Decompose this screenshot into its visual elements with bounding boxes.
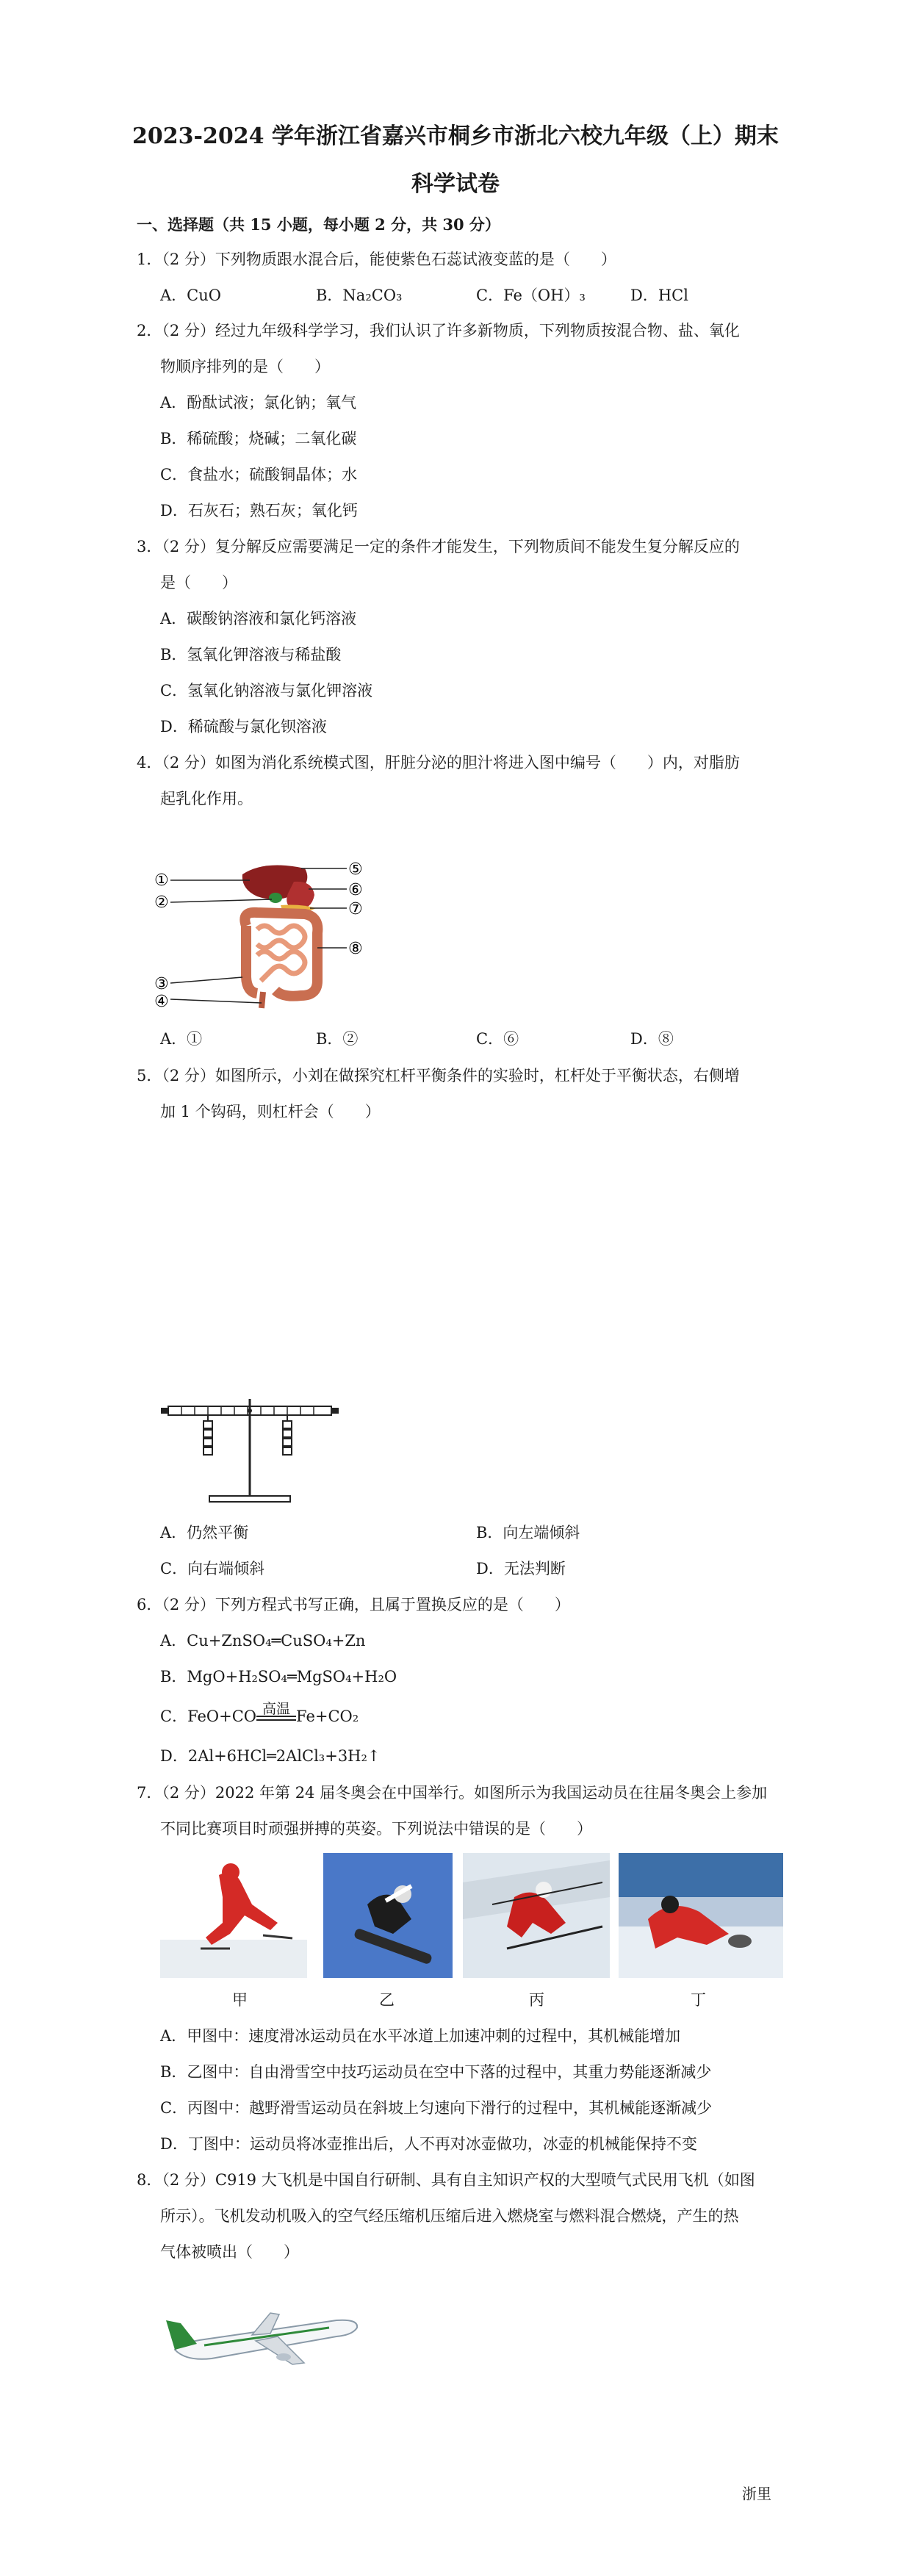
q2-option-c: C．食盐水；硫酸铜晶体；水 <box>160 466 358 483</box>
q6-c-right: Fe+CO₂ <box>296 1708 359 1725</box>
q3-stem-line2: 是（ ） <box>160 574 237 591</box>
lever-figure <box>158 1396 342 1506</box>
label-4: ④ <box>154 993 169 1011</box>
q7-stem-line2: 不同比赛项目时顽强拼搏的英姿。下列说法中错误的是（ ） <box>160 1820 592 1838</box>
q5-option-c: C．向右端倾斜 <box>160 1560 265 1577</box>
section-heading: 一、选择题（共 15 小题，每小题 2 分，共 30 分） <box>137 215 500 234</box>
q1-option-c: C．Fe（OH）₃ <box>476 287 586 304</box>
q4-option-d: D．⑧ <box>630 1030 674 1048</box>
gall-bladder-shape <box>269 893 282 903</box>
q4-option-b: B．② <box>316 1030 359 1048</box>
q1-option-d: D．HCl <box>630 287 688 304</box>
label-1: ① <box>154 871 169 890</box>
q3-stem-line1: 3．（2 分）复分解反应需要满足一定的条件才能发生，下列物质间不能发生复分解反应的 <box>137 538 740 555</box>
large-intestine-shape <box>245 913 317 996</box>
q5-option-b: B．向左端倾斜 <box>476 1524 580 1541</box>
label-2: ② <box>154 893 169 912</box>
label-8: ⑧ <box>348 940 363 958</box>
q6-c-condition: 高温 <box>262 1701 291 1717</box>
q1-stem: 1．（2 分）下列物质跟水混合后，能使紫色石蕊试液变蓝的是（ ） <box>137 251 616 268</box>
q7-caption-bing: 丙 <box>529 1991 544 2009</box>
q6-option-d: D．2Al+6HCl═2AlCl₃+3H₂↑ <box>160 1747 381 1765</box>
q6-option-c <box>160 1701 359 1727</box>
left-weights <box>204 1415 212 1455</box>
q7-option-a: A．甲图中：速度滑冰运动员在水平冰道上加速冲刺的过程中，其机械能增加 <box>160 2027 681 2045</box>
right-weights <box>283 1415 292 1455</box>
label-6: ⑥ <box>348 881 363 899</box>
q5-option-d: D．无法判断 <box>476 1560 566 1577</box>
q3-option-d: D．稀硫酸与氯化钡溶液 <box>160 718 327 735</box>
q8-stem-line3: 气体被喷出（ ） <box>160 2243 299 2261</box>
q6-stem: 6．（2 分）下列方程式书写正确，且属于置换反应的是（ ） <box>137 1596 570 1613</box>
q7-caption-ding: 丁 <box>691 1991 706 2009</box>
page-footer: 浙里 <box>742 2485 771 2503</box>
q3-option-c: C．氢氧化钠溶液与氯化钾溶液 <box>160 682 373 699</box>
q6-option-b: B．MgO+H₂SO₄═MgSO₄+H₂O <box>160 1668 397 1685</box>
q6-option-a: A．Cu+ZnSO₄═CuSO₄+Zn <box>160 1632 366 1649</box>
q7-caption-yi: 乙 <box>379 1991 395 2009</box>
q4-stem-line2: 起乳化作用。 <box>160 790 253 807</box>
q7-option-c: C．丙图中：越野滑雪运动员在斜坡上匀速向下滑行的过程中，其机械能逐渐减少 <box>160 2099 713 2117</box>
q8-stem-line1: 8．（2 分）C919 大飞机是中国自行研制、具有自主知识产权的大型喷气式民用飞机（如图 <box>137 2171 755 2189</box>
q4-stem-line1: 4．（2 分）如图为消化系统模式图，肝脏分泌的胆汁将进入图中编号（ ）内，对脂肪 <box>137 754 740 771</box>
digestive-system-figure <box>154 852 375 1014</box>
q5-stem-line1: 5．（2 分）如图所示，小刘在做探究杠杆平衡条件的实验时，杠杆处于平衡状态，右侧增 <box>137 1067 740 1084</box>
q7-stem-line1: 7．（2 分）2022 年第 24 届冬奥会在中国举行。如图所示为我国运动员在往届冬奥会上参加 <box>137 1784 768 1802</box>
freestyle-aerial-photo <box>323 1853 453 1978</box>
q3-option-b: B．氢氧化钾溶液与稀盐酸 <box>160 646 342 663</box>
label-7: ⑦ <box>348 900 363 918</box>
small-intestine-shape <box>257 926 305 981</box>
exam-title-line1: 2023-2024 学年浙江省嘉兴市桐乡市浙北六校九年级（上）期末 <box>132 123 779 149</box>
q4-option-a: A．① <box>160 1030 203 1048</box>
q8-stem-line2: 所示）。飞机发动机吸入的空气经压缩机压缩后进入燃烧室与燃料混合燃烧，产生的热 <box>160 2207 739 2225</box>
q2-stem-line2: 物顺序排列的是（ ） <box>160 358 330 375</box>
q1-option-a: A．CuO <box>160 287 221 304</box>
q2-option-d: D．石灰石；熟石灰；氧化钙 <box>160 502 358 519</box>
q5-stem-line2: 加 1 个钩码，则杠杆会（ ） <box>160 1103 381 1120</box>
q3-option-a: A．碳酸钠溶液和氯化钙溶液 <box>160 610 357 627</box>
q2-stem-line1: 2．（2 分）经过九年级科学学习，我们认识了许多新物质，下列物质按混合物、盐、氧化 <box>137 322 740 339</box>
exam-title-line2: 科学试卷 <box>411 171 500 197</box>
q7-option-b: B．乙图中：自由滑雪空中技巧运动员在空中下落的过程中，其重力势能逐渐减少 <box>160 2063 712 2081</box>
q2-option-a: A．酚酞试液；氯化钠；氧气 <box>160 394 357 411</box>
q6-c-left: C．FeO+CO <box>160 1708 257 1725</box>
q4-option-c: C．⑥ <box>476 1030 519 1048</box>
speed-skating-photo <box>160 1853 307 1978</box>
label-5: ⑤ <box>348 860 363 879</box>
q5-option-a: A．仍然平衡 <box>160 1524 249 1541</box>
q1-option-b: B．Na₂CO₃ <box>316 287 403 304</box>
q6-c-condition-arrow <box>256 1701 296 1727</box>
curling-photo <box>619 1853 783 1978</box>
q2-option-b: B．稀硫酸；烧碱；二氧化碳 <box>160 430 357 447</box>
q7-option-d: D．丁图中：运动员将冰壶推出后，人不再对冰壶做功，冰壶的机械能保持不变 <box>160 2135 697 2153</box>
label-3: ③ <box>154 975 169 993</box>
q7-caption-jia: 甲 <box>232 1991 248 2009</box>
c919-airplane-figure <box>160 2291 366 2379</box>
cross-country-skiing-photo <box>463 1853 610 1978</box>
